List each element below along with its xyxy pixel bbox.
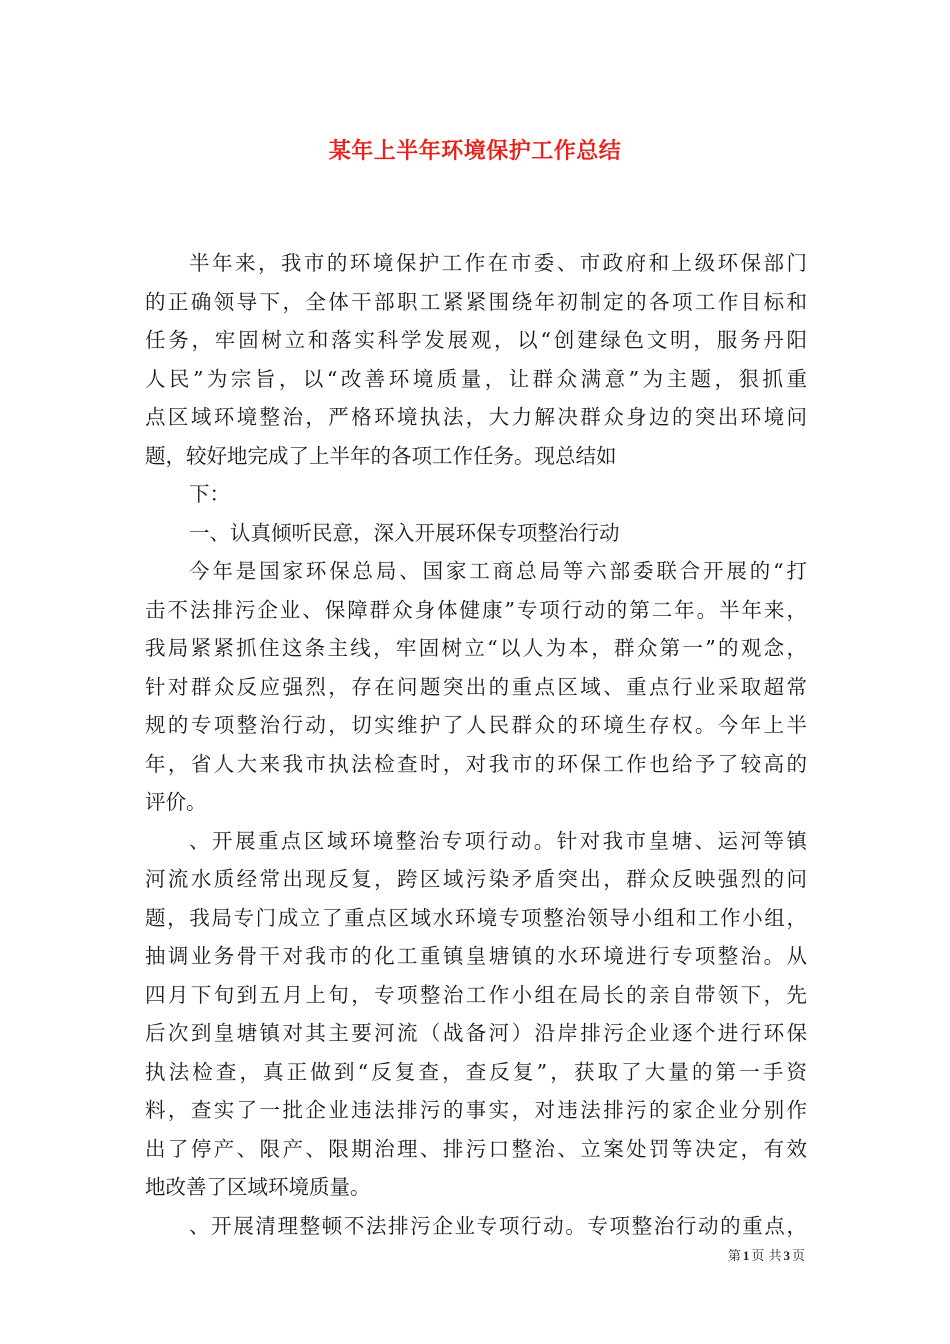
text-line: 针对群众反应强烈，存在问题突出的重点区域、重点行业采取超常 [145,674,807,699]
text-line: 半年来，我市的环境保护工作在市委、市政府和上级环保部门 [189,251,807,275]
page-footer [728,1245,805,1264]
text-line: 年，省人大来我市执法检查时，对我市的环保工作也给予了较高的 [145,751,807,776]
text-line: 评价。 [145,790,207,814]
text-line: 下： [189,482,230,506]
footer-middle: 页 共 [751,1249,782,1264]
footer-page-number: 1 [742,1248,750,1263]
footer-suffix: 页 [791,1249,805,1264]
text-line: 、开展重点区域环境整治专项行动。针对我市皇塘、运河等镇 [189,828,807,853]
document-body [145,244,807,1245]
text-line: 出了停产、限产、限期治理、排污口整治、立案处罚等决定，有效 [145,1136,807,1161]
text-line: 后次到皇塘镇对其主要河流（战备河）沿岸排污企业逐个进行环保 [145,1021,807,1045]
text-line: 抽调业务骨干对我市的化工重镇皇塘镇的水环境进行专项整治。从 [145,944,807,968]
text-line: 地改善了区域环境质量。 [145,1175,371,1199]
text-line: 任务，牢固树立和落实科学发展观，以“创建绿色文明，服务丹阳 [145,328,807,352]
text-line: 规的专项整治行动，切实维护了人民群众的环境生存权。今年上半 [145,713,807,737]
text-line: 题，我局专门成立了重点区域水环境专项整治领导小组和工作小组， [145,905,807,930]
text-line: 的正确领导下，全体干部职工紧紧围绕年初制定的各项工作目标和 [145,289,807,314]
text-line: 料，查实了一批企业违法排污的事实，对违法排污的家企业分别作 [145,1098,807,1122]
text-line: 一、认真倾听民意，深入开展环保专项整治行动 [189,520,620,545]
text-line: 今年是国家环保总局、国家工商总局等六部委联合开展的“打 [189,559,807,583]
text-line: 、开展清理整顿不法排污企业专项行动。专项整治行动的重点， [189,1213,807,1238]
text-line: 我局紧紧抓住这条主线，牢固树立“以人为本，群众第一”的观念， [145,636,807,660]
footer-prefix: 第 [727,1249,741,1264]
text-line: 点区域环境整治，严格环境执法，大力解决群众身边的突出环境问 [145,405,807,429]
text-line: 执法检查，真正做到“反复查，查反复”，获取了大量的第一手资 [145,1059,807,1084]
text-line: 河流水质经常出现反复，跨区域污染矛盾突出，群众反映强烈的问 [145,867,807,891]
text-line: 人民”为宗旨，以“改善环境质量，让群众满意”为主题，狠抓重 [145,366,807,391]
document-title: 某年上半年环境保护工作总结 [328,139,622,164]
footer-total-pages: 3 [783,1248,790,1263]
text-line: 击不法排污企业、保障群众身体健康”专项行动的第二年。半年来， [145,597,807,622]
text-line: 四月下旬到五月上旬，专项整治工作小组在局长的亲自带领下，先 [145,982,807,1007]
text-line: 题，较好地完成了上半年的各项工作任务。现总结如 [145,443,617,468]
